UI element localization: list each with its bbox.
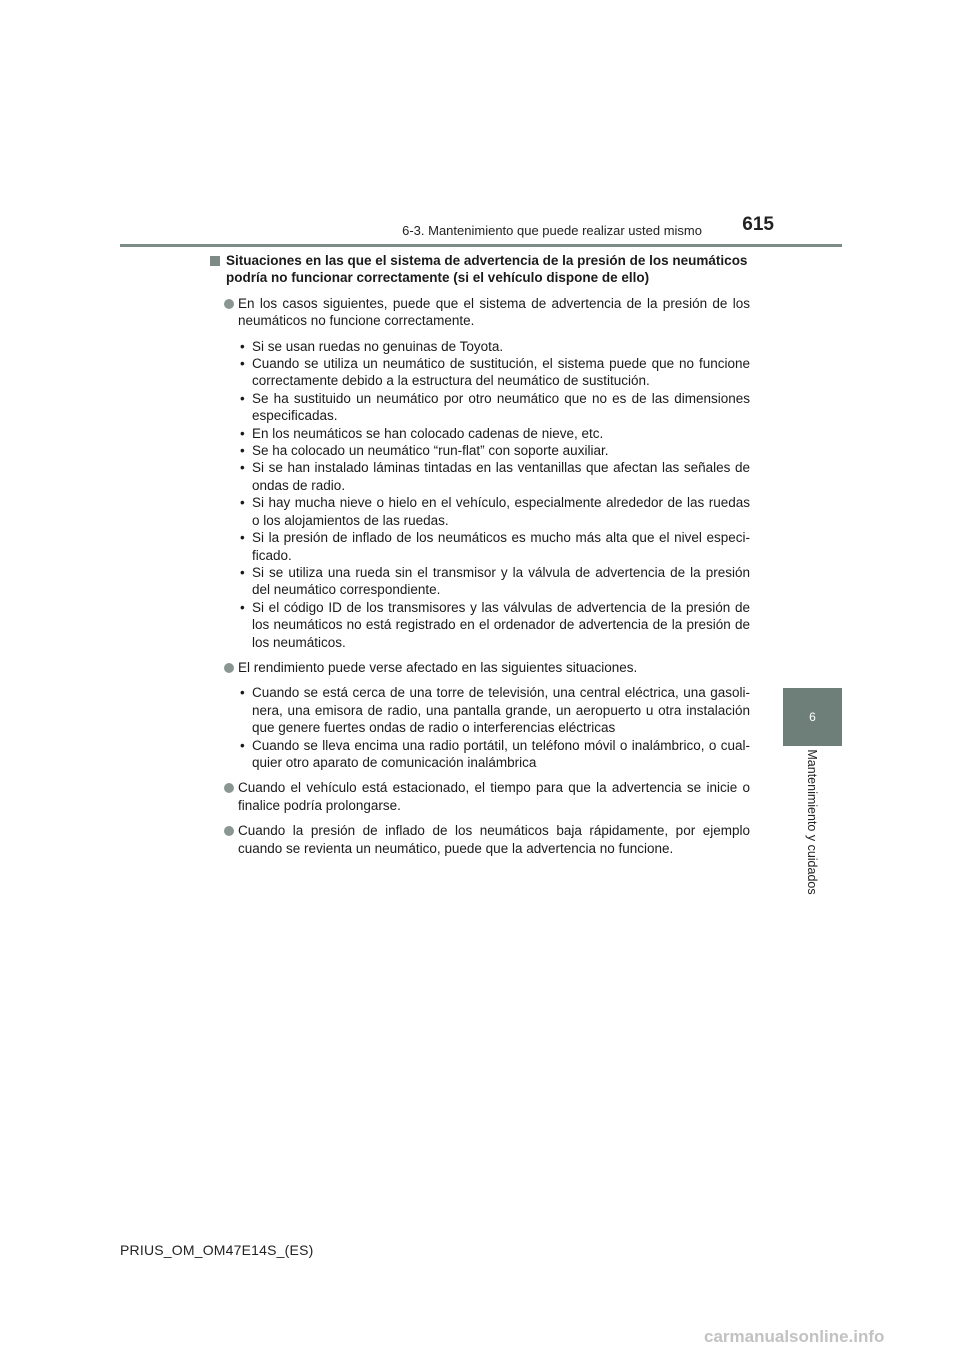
sub-list-item-text: Cuando se lleva encima una radio portátil, un teléfono móvil o inalámbrico, o cual-quier otro aparato de comunicación inalámbrica: [252, 737, 750, 770]
dot-marker-icon: •: [240, 443, 245, 459]
bullet-text: Cuando el vehículo está estacionado, el tiempo para que la advertencia se inicie o finalice podría prolongarse.: [238, 780, 750, 813]
dot-marker-icon: •: [240, 564, 245, 580]
bullet-item: [210, 822, 750, 857]
sub-list-item: [210, 684, 750, 736]
sub-list-item: [210, 442, 750, 459]
chapter-tab-number: 6: [809, 710, 816, 724]
sub-list-item-text: En los neumáticos se han colocado cadenas de nieve, etc.: [252, 425, 604, 441]
dot-marker-icon: •: [240, 356, 245, 372]
sub-list-item-text: Se ha colocado un neumático “run-flat” con soporte auxiliar.: [252, 443, 609, 459]
square-bullet-icon: [210, 256, 220, 266]
sub-list-item: [210, 494, 750, 529]
bullet-text: El rendimiento puede verse afectado en las siguientes situaciones.: [238, 659, 638, 675]
header-section-title: 6-3. Mantenimiento que puede realizar usted mismo: [402, 223, 702, 238]
sub-list-item: [210, 459, 750, 494]
sub-list-item-text: Si se han instalado láminas tintadas en las ventanillas que afectan las señales de ondas de radio.: [252, 460, 750, 493]
bullet-text: En los casos siguientes, puede que el sistema de advertencia de la presión de los neumáticos no funcione correctamente.: [238, 295, 750, 329]
dot-marker-icon: •: [240, 425, 245, 441]
site-watermark: carmanualsonline.info: [704, 1327, 885, 1346]
sub-list-item: [210, 425, 750, 442]
dot-marker-icon: •: [240, 599, 245, 615]
sub-list-item: [210, 390, 750, 425]
bullet-text: Cuando la presión de inflado de los neumáticos baja rápidamente, por ejemplo cuando se revienta un neumático, puede que la advertencia no funcione.: [238, 823, 750, 856]
bullet-item: [210, 779, 750, 814]
page-number: 615: [742, 214, 774, 235]
sub-list-item-text: Si la presión de inflado de los neumáticos es mucho más alta que el nivel especi-ficado.: [252, 530, 750, 563]
round-bullet-icon: [224, 299, 234, 309]
dot-marker-icon: •: [240, 685, 245, 701]
sub-list-item: [210, 599, 750, 651]
sub-list-item: [210, 338, 750, 355]
dot-marker-icon: •: [240, 460, 245, 476]
main-content: [210, 252, 750, 865]
sub-list-item: [210, 355, 750, 390]
dot-marker-icon: •: [240, 737, 245, 753]
round-bullet-icon: [224, 783, 234, 793]
sub-list-item: [210, 564, 750, 599]
chapter-tab: [783, 688, 842, 746]
section-heading: [210, 252, 750, 287]
dot-marker-icon: •: [240, 390, 245, 406]
dot-marker-icon: •: [240, 495, 245, 511]
chapter-side-label-text: Mantenimiento y cuidados: [805, 749, 819, 895]
sub-list: [210, 684, 750, 771]
sub-list-item: [210, 737, 750, 772]
sub-list-item: [210, 529, 750, 564]
sub-list-item-text: Si el código ID de los transmisores y las válvulas de advertencia de la presión de los neumáticos no está registrado en el ordenador de advertencia de la presión de los neumáticos.: [252, 599, 750, 650]
round-bullet-icon: [224, 663, 234, 673]
dot-marker-icon: •: [240, 530, 245, 546]
sub-list-item-text: Si se usan ruedas no genuinas de Toyota.: [252, 338, 504, 354]
sub-list-item-text: Se ha sustituido un neumático por otro neumático que no es de las dimensiones especificadas.: [252, 390, 750, 424]
bullet-item: [210, 295, 750, 330]
sub-list-item-text: Si se utiliza una rueda sin el transmisor y la válvula de advertencia de la presión del neumático correspondiente.: [252, 564, 750, 598]
bullet-item: [210, 659, 750, 676]
sub-list-item-text: Si hay mucha nieve o hielo en el vehículo, especialmente alrededor de las ruedas o los alojamientos de las ruedas.: [252, 495, 750, 528]
sub-list-item-text: Cuando se está cerca de una torre de televisión, una central eléctrica, una gasoli-nera, una emisora de radio, una pantalla grande, un aeropuerto u otra instalación que genere fuertes ondas de radio o interferencias eléctricas: [252, 685, 750, 736]
document-id: PRIUS_OM_OM47E14S_(ES): [120, 1242, 314, 1258]
round-bullet-icon: [224, 826, 234, 836]
sub-list-item-text: Cuando se utiliza un neumático de sustitución, el sistema puede que no funcione correctamente debido a la estructura del neumático de sustitución.: [252, 356, 750, 389]
sub-list: [210, 338, 750, 651]
dot-marker-icon: •: [240, 338, 245, 354]
section-heading-text: Situaciones en las que el sistema de advertencia de la presión de los neumáticos podría no funcionar correctamente (si el vehículo dispone de ello): [226, 253, 748, 286]
header-rule: [120, 244, 842, 247]
